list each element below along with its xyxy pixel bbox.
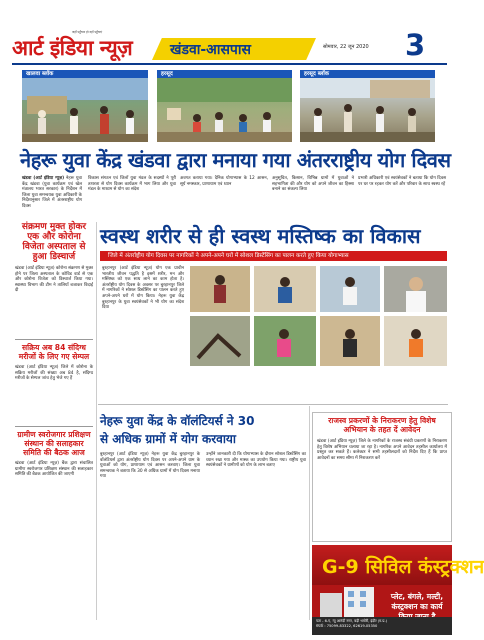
page-number: 3 [405, 28, 426, 62]
ad-address: पता - 6-ए, न्यू आनंदी नगर, बड़ी भमोरी, इंदौर (म.प्र.) [316, 619, 388, 623]
yoga-people-illustration [300, 78, 435, 142]
column-divider [309, 406, 310, 620]
sidebar-divider [15, 339, 93, 340]
photo-image [157, 78, 292, 142]
ad-subtitle: प्लेट, बंगले, मल्टी, कंस्ट्रक्शन का कार्य [390, 592, 444, 611]
third-story-col-2: उन्होंने जानकारी दी कि योगाभ्यास के दौरान सोशल डिस्टेंसिंग का ध्यान रखा गया और मास्क का उपयोग किया गया। राष्ट्रीय युवा स्वयंसेवकों ने ग्रामीणों को योग के लाभ बताए [206, 452, 306, 469]
ad-contact [312, 617, 452, 635]
photo-khalwa-block [22, 70, 148, 142]
main-story-col-2: विकास संगठन एवं जिलों युवा मंडल के सदस्यों ने पूरी तत्परता से योग दिवस कार्यक्रम में भाग लिया और युवा मंडल के माध्यम से योग का संदेश [88, 176, 176, 193]
masthead-rule [12, 63, 447, 65]
sidebar-story-rseti: खंडवा (आर्ट इंडिया न्यूज़) बैंक द्वारा संचालित ग्रामीण स्वरोजगार प्रशिक्षण संस्थान की सलाहकार समिति की बैठक आयोजित की जाएगी [15, 461, 93, 478]
main-story-col-1 [22, 176, 82, 216]
photo-caption: हरसूद [157, 70, 292, 78]
main-headline: नेहरू युवा केंद्र खंडवा द्वारा मनाया गया अंतरराष्ट्रीय योग दिवस [20, 148, 451, 172]
second-story-photos [190, 266, 447, 366]
photo-image [22, 78, 148, 142]
revenue-box-text: खंडवा (आर्ट इंडिया न्यूज़) जिले के नागरिकों के राजस्व संबंधी प्रकरणों के निराकरण हेतु विशेष अभियान चलाया जा रहा है। नागरिक अपने आवेदन तहसील कार्यालय में प्रस्तुत कर सकते हैं। कलेक्टर ने सभी तहसीलदारों को निर्देश दिए हैं कि प्राप्त आवेदनों का समय सीमा में निराकरण करें [317, 439, 447, 461]
main-story-text: नेहरू युवा केंद्र खंडवा (युवा कार्यक्रम एवं खेल मंत्रालय भारत सरकार) के निर्देशन में जिला युवा समन्वयक युवा अधिकारी के निर्देशानुसार जिले में अंतरराष्ट्रीय योग दिवस [22, 176, 82, 209]
third-headline-line-1: नेहरू युवा केंद्र के वॉलंटियर्स ने 30 [100, 414, 255, 428]
masthead [0, 0, 455, 66]
issue-date: सोमवार, 22 जून 2020 [323, 44, 369, 50]
photo-image [300, 78, 435, 142]
revenue-cases-box [312, 412, 452, 542]
construction-advertisement [312, 545, 484, 635]
second-story-body: बुरहानपुर (आर्ट इंडिया न्यूज़) योग एक प्राचीन भारतीय जीवन पद्धति है इसमें शरीर, मन और मस्तिष्क को एक साथ लाने का काम होता है। अंतर्राष्ट्रीय योग दिवस के अवसर पर बुरहानपुर जिले में नागरिकों ने सोशल डिस्टेंसिंग का पालन करते हुए अपने-अपने घरों में योग किया। नेहरू युवा केंद्र बुरहानपुर के युवा स्वयंसेवकों ने भी योग का संदेश दिया [102, 266, 184, 311]
yoga-people-illustration [157, 78, 292, 142]
dateline: खंडवा (आर्ट इंडिया न्यूज़) [22, 176, 65, 181]
main-story-col-5: प्रभारी अधिकारी एवं स्वयंसेवकों ने बताया कि योग दिवस पर घर पर रहकर योग करें और परिवार के साथ स्वस्थ रहें [358, 176, 446, 187]
main-story-col-4: अनुसूचित, किसान, विभिन्न ग्रामों में युवाओं ने सहभागिता की और योग को अपने जीवन का हिस्सा बनाने का संकल्प लिया [272, 176, 354, 193]
photo-caption: हरसूद ब्लॉक [300, 70, 435, 78]
left-sidebar [15, 222, 93, 617]
sidebar-headline-samples: सक्रिय अब 84 संदिग्ध मरीजों के लिए गए सेम्पल [18, 343, 90, 361]
third-headline-line-2: से अधिक ग्रामों में योग करवाया [100, 432, 237, 446]
ad-phone: संपर्क : 75099-83322, 62619-05350 [316, 624, 378, 628]
photo-harsud-block [300, 70, 435, 142]
newspaper-logo: आर्ट इंडिया न्यूज़ [12, 36, 133, 60]
sidebar-story-samples: खंडवा (आर्ट इंडिया न्यूज़) जिले में कोरोना के सक्रिय मरीजों की संख्या अब 84 है, संदिग्ध मरीजों के सेम्पल जांच हेतु भेजे गए हैं [15, 365, 93, 382]
photo-caption: खालवा ब्लॉक [22, 70, 148, 78]
main-story-col-3: अवगत कराया गया। दैनिक योगाभ्यास के 12 आसन, सूर्य नमस्कार, प्राणायाम एवं ध्यान [180, 176, 268, 187]
column-divider [96, 222, 97, 620]
section-divider [98, 404, 448, 405]
photo-harsud [157, 70, 292, 142]
tagline: जहाँ पहुँचना हो वहाँ पहुँचाएं [72, 30, 103, 34]
second-headline: स्वस्थ शरीर से ही स्वस्थ मस्तिष्क का विकास [100, 224, 421, 248]
section-label: खंडवा-आसपास [170, 42, 251, 58]
third-story-col-1: बुरहानपुर (आर्ट इंडिया न्यूज़) नेहरू युवा केंद्र बुरहानपुर के वॉलंटियर्स द्वारा अंतर्राष्ट्रीय योग दिवस पर अपने-अपने ग्राम के युवाओं को योग, प्राणायाम एवं आसन करवाए। जिला युवा समन्वयक ने बताया कि 30 से अधिक ग्रामों में योग दिवस मनाया गया [100, 452, 200, 480]
yoga-photo-collage [190, 266, 447, 366]
ad-title: G-9 सिविल कंस्ट्रक्शन [322, 556, 484, 578]
yoga-people-illustration [22, 78, 148, 142]
second-story-strap: जिले में अंतर्राष्ट्रीय योग दिवस पर नागरिकों ने अपने-अपने घरों में सोशल डिस्टेंसिंग का पालन करते हुए किया योगाभ्यास [100, 251, 447, 261]
sidebar-headline-rseti: ग्रामीण स्वरोजगार प्रशिक्षण संस्थान की सलाहकार समिति की बैठक आज [17, 430, 91, 457]
sidebar-divider [15, 426, 93, 427]
ad-header [312, 545, 484, 585]
sidebar-story-discharge: खंडवा (आर्ट इंडिया न्यूज़) कोरोना संक्रमण से मुक्त होने पर जिला अस्पताल के कोविड वार्ड से एक और कोरोना विजेता को डिस्चार्ज किया गया। स्वास्थ्य विभाग की टीम ने तालियाँ बजाकर विदाई दी [15, 266, 93, 294]
sidebar-headline-discharge: संक्रमण मुक्त होकर एक और कोरोना विजेता अस्पताल से हुआ डिस्चार्ज [21, 222, 87, 262]
revenue-box-headline: राजस्व प्रकरणों के निराकरण हेतु विशेष अभियान के तहत दें आवेदन [328, 416, 436, 434]
